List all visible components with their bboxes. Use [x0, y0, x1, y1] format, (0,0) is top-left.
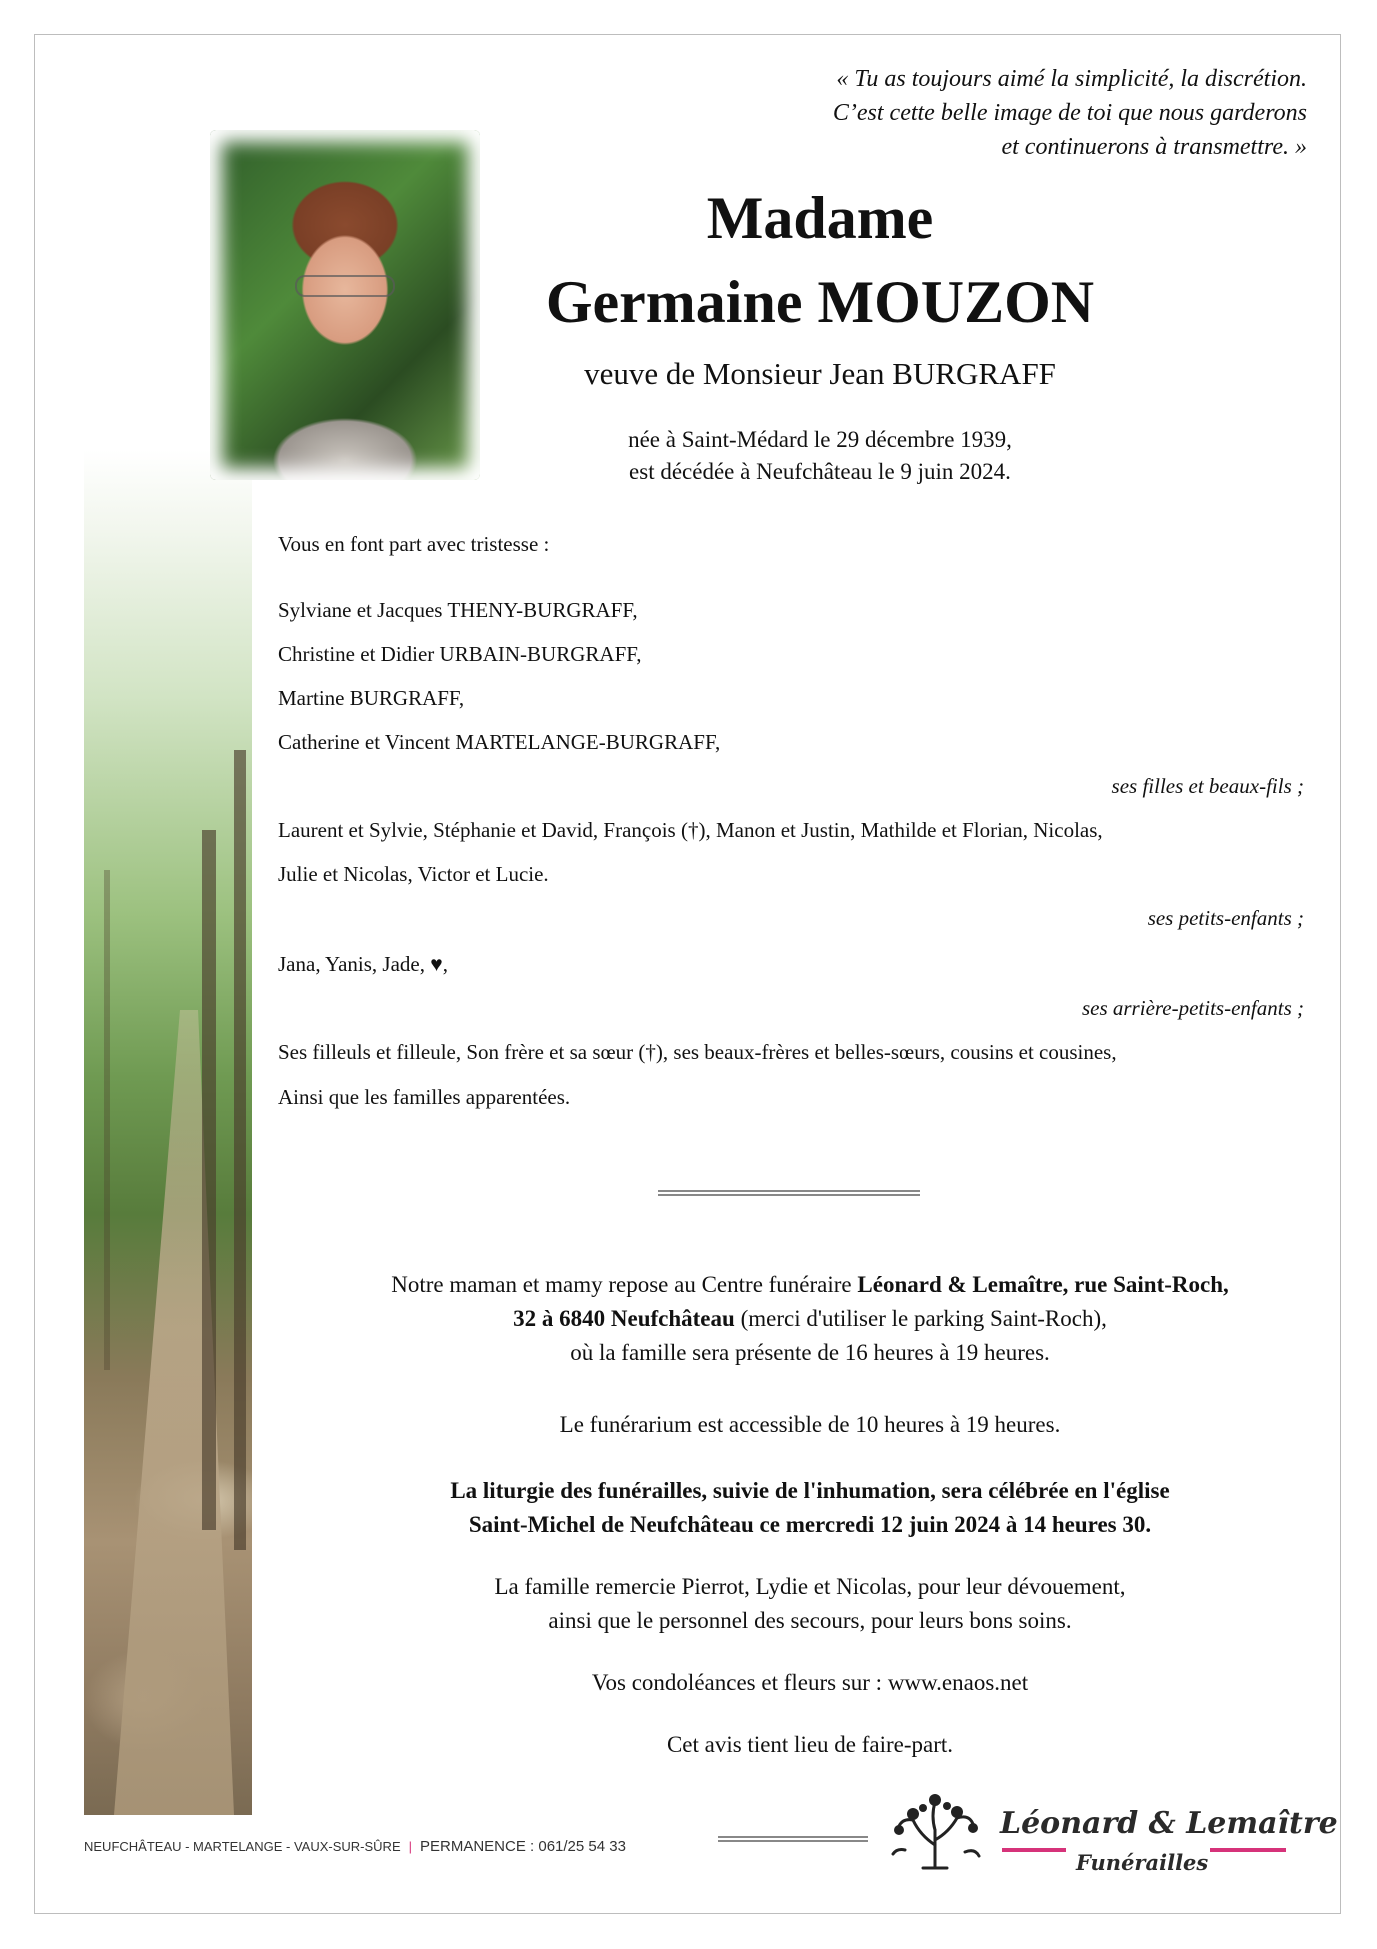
liturgy-info	[290, 1474, 1330, 1542]
rest-hours: où la famille sera présente de 16 heures à 19 heures.	[570, 1340, 1050, 1365]
rest-info	[290, 1268, 1330, 1370]
glasses-shape	[295, 275, 395, 297]
deceased-title: Madame	[706, 185, 934, 251]
brand-subtitle: Funérailles	[1076, 1850, 1209, 1875]
notice: Cet avis tient lieu de faire-part.	[666, 1732, 954, 1757]
forest-path-image	[84, 450, 252, 1815]
footer-divider	[718, 1836, 868, 1842]
liturgy-line: Saint-Michel de Neufchâteau ce mercredi 12 juin 2024 à 14 heures 30.	[468, 1512, 1152, 1537]
thanks-line: La famille remercie Pierrot, Lydie et Nicolas, pour leur dévouement,	[494, 1574, 1126, 1599]
tree-trunk	[234, 750, 246, 1550]
section-divider	[658, 1190, 920, 1196]
family-line: Jana, Yanis, Jade, ♥,	[278, 952, 448, 976]
rest-city: 32 à 6840 Neufchâteau	[513, 1306, 735, 1331]
footer-locations: NEUFCHÂTEAU - MARTELANGE - VAUX-SUR-SÛRE	[84, 1839, 401, 1854]
family-line: Sylviane et Jacques THENY-BURGRAFF,	[278, 598, 638, 622]
family-line: Christine et Didier URBAIN-BURGRAFF,	[278, 642, 642, 666]
family-line: Martine BURGRAFF,	[278, 686, 465, 710]
tree-trunk	[202, 830, 216, 1530]
footer-contact	[84, 1838, 626, 1855]
life-dates	[560, 424, 1080, 488]
widow-of: veuve de Monsieur Jean BURGRAFF	[584, 356, 1056, 391]
death-line: est décédée à Neufchâteau le 9 juin 2024.	[629, 459, 1011, 484]
epitaph-quote	[607, 62, 1307, 164]
brand-accent-line	[1210, 1848, 1286, 1852]
relation-label: ses arrière-petits-enfants ;	[1081, 996, 1304, 1020]
family-line: Julie et Nicolas, Victor et Lucie.	[278, 862, 549, 886]
footer-separator: |	[408, 1839, 412, 1854]
rest-address: Léonard & Lemaître, rue Saint-Roch,	[857, 1272, 1229, 1297]
birth-line: née à Saint-Médard le 29 décembre 1939,	[628, 427, 1012, 452]
path-shape	[114, 1010, 234, 1815]
tree-logo-icon	[885, 1790, 985, 1870]
family-line: Laurent et Sylvie, Stéphanie et David, François (†), Manon et Justin, Mathilde et Florian, Nicolas,	[278, 818, 1103, 842]
condolences: Vos condoléances et fleurs sur : www.enaos.net	[591, 1670, 1029, 1695]
footer-permanence: PERMANENCE : 061/25 54 33	[420, 1838, 626, 1855]
announce-intro: Vous en font part avec tristesse :	[278, 532, 550, 556]
family-line: Ainsi que les familles apparentées.	[278, 1085, 571, 1109]
brand-accent-line	[1002, 1848, 1066, 1852]
relation-label: ses petits-enfants ;	[1147, 906, 1304, 930]
relation-label: ses filles et beaux-fils ;	[1111, 774, 1304, 798]
quote-line: « Tu as toujours aimé la simplicité, la discrétion.	[836, 66, 1307, 92]
thanks	[290, 1570, 1330, 1638]
quote-line: et continuerons à transmettre. »	[1001, 134, 1307, 160]
tree-trunk	[104, 870, 110, 1370]
portrait-photo	[210, 130, 480, 480]
liturgy-line: La liturgie des funérailles, suivie de l'inhumation, sera célébrée en l'église	[450, 1478, 1170, 1503]
deceased-name: Germaine MOUZON	[545, 269, 1095, 335]
rest-parking: (merci d'utiliser le parking Saint-Roch),	[734, 1306, 1107, 1331]
family-line: Catherine et Vincent MARTELANGE-BURGRAFF,	[278, 730, 721, 754]
family-line: Ses filleuls et filleule, Son frère et sa sœur (†), ses beaux-frères et belles-sœurs, cousins et cousines,	[278, 1040, 1117, 1064]
quote-line: C’est cette belle image de toi que nous garderons	[832, 100, 1307, 126]
funerarium-hours: Le funérarium est accessible de 10 heures à 19 heures.	[559, 1412, 1061, 1437]
thanks-line: ainsi que le personnel des secours, pour leurs bons soins.	[548, 1608, 1072, 1633]
rest-text: Notre maman et mamy repose au Centre funéraire	[391, 1272, 858, 1297]
brand-name: Léonard & Lemaître	[1000, 1806, 1338, 1841]
